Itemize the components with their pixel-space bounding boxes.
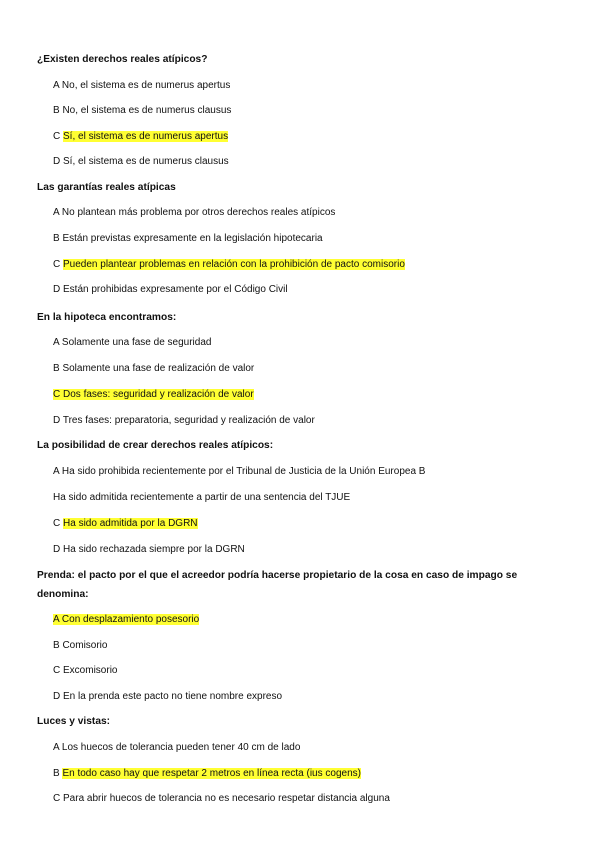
option-letter: A <box>53 466 60 477</box>
option-text: Están previstas expresamente en la legislación hipotecaria <box>62 233 323 244</box>
option-letter: A <box>53 207 60 218</box>
answer-option <box>53 104 231 117</box>
answer-option <box>53 414 315 427</box>
option-text: Excomisorio <box>63 665 118 676</box>
option-text: Los huecos de tolerancia pueden tener 40 cm de lado <box>61 742 301 753</box>
highlighted-answer-text: Sí, el sistema es de numerus apertus <box>63 131 229 142</box>
option-text: Ha sido admitida recientemente a partir de una sentencia del TJUE <box>53 492 351 503</box>
option-letter: D <box>53 544 61 555</box>
highlighted-answer-text: En todo caso hay que respetar 2 metros en línea recta (ius cogens) <box>62 768 361 779</box>
answer-option <box>53 792 390 805</box>
option-text: Solamente una fase de realización de valor <box>62 363 255 374</box>
answer-option <box>53 232 323 245</box>
option-letter: C <box>53 793 61 804</box>
answer-option <box>53 155 229 168</box>
answer-option <box>53 639 107 652</box>
option-text: Están prohibidas expresamente por el Código Civil <box>63 284 288 295</box>
answer-option-highlighted <box>53 613 199 626</box>
question-title: Luces y vistas: <box>37 716 111 727</box>
option-letter: A <box>53 337 60 348</box>
question-title: Las garantías reales atípicas <box>37 182 176 193</box>
answer-option <box>53 336 211 349</box>
answer-option-highlighted <box>53 767 361 780</box>
answer-option <box>53 283 288 296</box>
answer-option <box>53 465 425 478</box>
option-letter: B <box>53 768 60 779</box>
option-text: Sí, el sistema es de numerus clausus <box>63 156 229 167</box>
question-title: La posibilidad de crear derechos reales atípicos: <box>37 440 274 451</box>
option-text: Dos fases: seguridad y realización de valor <box>63 389 254 400</box>
option-letter: A <box>53 742 60 753</box>
highlighted-answer-text: Pueden plantear problemas en relación con la prohibición de pacto comisorio <box>63 259 405 270</box>
option-letter: D <box>53 156 61 167</box>
highlighted-answer-text: Ha sido admitida por la DGRN <box>63 518 198 529</box>
option-letter: C <box>53 259 61 270</box>
option-text: No, el sistema es de numerus apertus <box>61 80 231 91</box>
option-letter: C <box>53 131 61 142</box>
option-text: Ha sido rechazada siempre por la DGRN <box>63 544 245 555</box>
answer-option <box>53 690 282 703</box>
option-text: Solamente una fase de seguridad <box>61 337 212 348</box>
answer-option <box>53 79 230 92</box>
answer-option <box>53 741 300 754</box>
option-letter: D <box>53 284 61 295</box>
option-letter: D <box>53 691 61 702</box>
option-text: Para abrir huecos de tolerancia no es necesario respetar distancia alguna <box>63 793 390 804</box>
question-title: En la hipoteca encontramos: <box>37 312 177 323</box>
option-text: Comisorio <box>62 640 108 651</box>
option-letter: C <box>53 665 61 676</box>
option-text: No plantean más problema por otros derechos reales atípicos <box>61 207 336 218</box>
option-text: Ha sido prohibida recientemente por el Tribunal de Justicia de la Unión Europea B <box>61 466 426 477</box>
answer-option <box>53 664 117 677</box>
answer-option <box>53 362 254 375</box>
option-letter: B <box>53 363 60 374</box>
answer-option-highlighted <box>53 130 228 143</box>
option-text: En la prenda este pacto no tiene nombre expreso <box>63 691 283 702</box>
answer-option-highlighted <box>53 388 254 401</box>
option-letter: B <box>53 640 60 651</box>
option-letter: C <box>53 518 61 529</box>
question-title: ¿Existen derechos reales atípicos? <box>37 54 208 65</box>
answer-option <box>53 206 335 219</box>
answer-option <box>53 543 245 556</box>
option-letter: B <box>53 105 60 116</box>
option-letter: A <box>53 80 60 91</box>
option-letter: C <box>53 389 61 400</box>
option-text: Con desplazamiento posesorio <box>61 614 200 625</box>
option-text: Tres fases: preparatoria, seguridad y realización de valor <box>62 415 315 426</box>
question-title: Prenda: el pacto por el que el acreedor podría hacerse propietario de la cosa en caso de impago se denomina: <box>37 570 518 600</box>
option-text: No, el sistema es de numerus clausus <box>62 105 232 116</box>
highlighted-answer-text <box>53 389 254 400</box>
option-letter: D <box>53 415 61 426</box>
option-letter: A <box>53 614 60 625</box>
answer-option-highlighted <box>53 258 405 271</box>
option-letter: B <box>53 233 60 244</box>
answer-option <box>53 491 350 504</box>
answer-option-highlighted <box>53 517 198 530</box>
highlighted-answer-text <box>53 614 199 625</box>
